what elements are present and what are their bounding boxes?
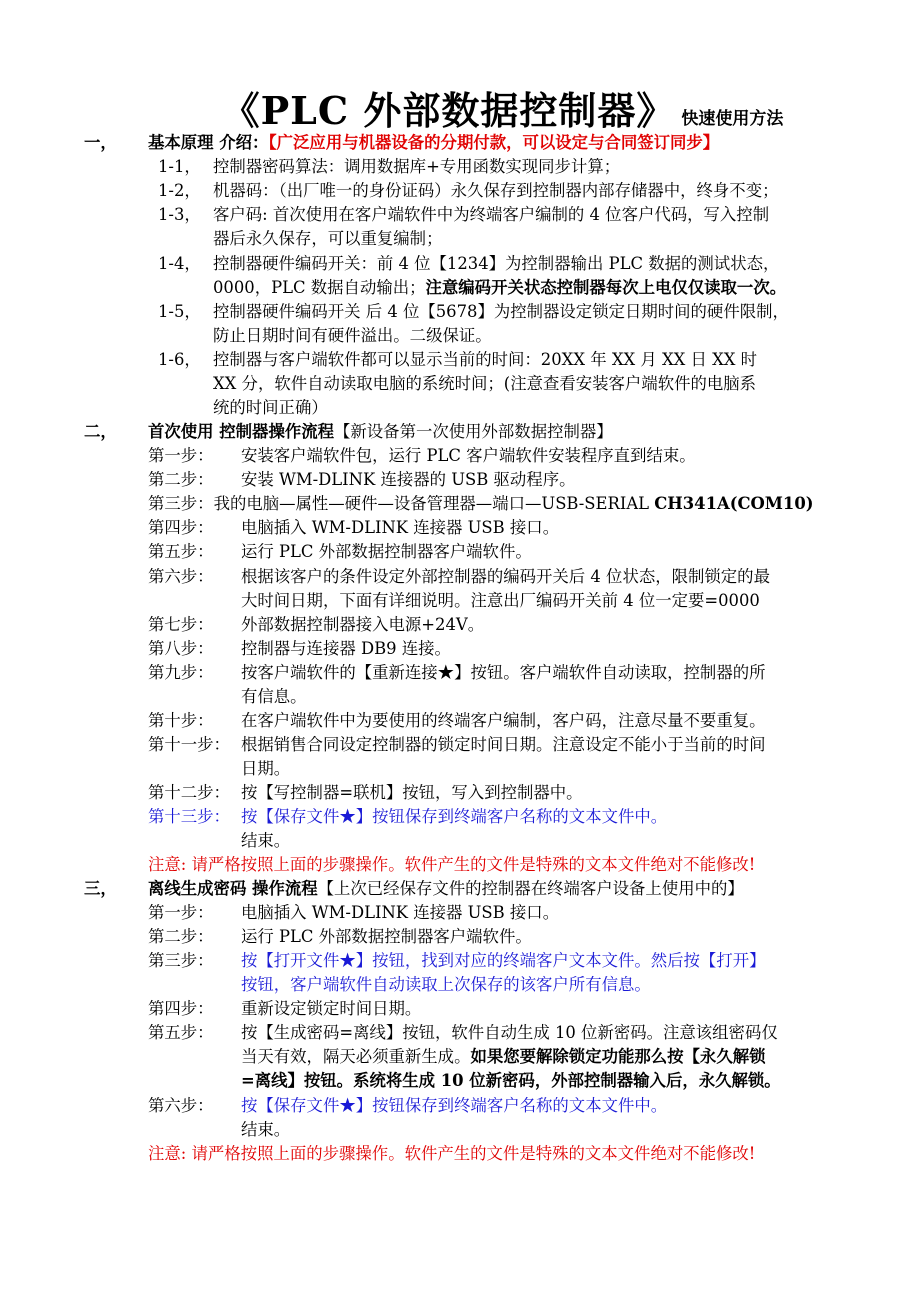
item-text: 客户码: 首次使用在客户端软件中为终端客户编制的 4 位客户代码，写入控制 [213,205,770,224]
step-label: 第九步： [148,663,214,682]
item-text-part: 0000，PLC 数据自动输出； [213,278,426,297]
section-3-heading-text: 离线生成密码 操作流程 [148,879,318,898]
step-text-emphasis: 如果您要解除锁定功能那么按【永久解锁 [470,1047,766,1066]
step-text: 根据该客户的条件设定外部控制器的编码开关后 4 位状态，限制锁定的最 [241,567,770,586]
step-text: 按【打开文件★】按钮，找到对应的终端客户文本文件。然后按【打开】 [241,951,766,970]
step-label: 第三步： [148,951,214,970]
section-2-heading-note: 【新设备第一次使用外部数据控制器】 [334,422,613,441]
step-label: 第七步： [148,615,214,634]
step-label: 第二步： [148,470,214,489]
section-3-heading-note: 【上次已经保存文件的控制器在终端客户设备上使用中的】 [317,879,744,898]
step-label: 第一步： [148,903,214,922]
step-text: 运行 PLC 外部数据控制器客户端软件。 [241,927,532,946]
item-text-cont: XX 分，软件自动读取电脑的系统时间；(注意查看安装客户端软件的电脑系 [213,374,757,393]
step-label: 第二步： [148,927,214,946]
step-text: 重新设定锁定时间日期。 [241,999,422,1018]
step-label: 第十步： [148,711,214,730]
step-text: 电脑插入 WM-DLINK 连接器 USB 接口。 [241,903,560,922]
step-label: 第五步： [148,1023,214,1042]
item-text-cont: 统的时间正确） [213,398,328,417]
step-text: 我的电脑—属性—硬件—设备管理器—端口—USB-SERIAL [213,494,655,513]
item-text: 控制器硬件编码开关 后 4 位【5678】为控制器设定锁定日期时间的硬件限制， [213,302,789,321]
step-text-cont: =离线】按钮。系统将生成 10 位新密码，外部控制器输入后，永久解锁。 [241,1071,781,1090]
item-text: 控制器与客户端软件都可以显示当前的时间：20XX 年 XX 月 XX 日 XX 时 [213,350,758,369]
step-label: 第三步： [148,494,214,513]
title-main: 《PLC 外部数据控制器》 [221,88,676,133]
document-title [0,80,920,135]
step-text: 外部数据控制器接入电源+24V。 [241,615,485,634]
item-text-cont [213,276,786,300]
step-label: 第六步： [148,1096,214,1115]
item-text-cont: 防止日期时间有硬件溢出。二级保证。 [213,326,492,345]
step-label: 第十一步： [148,735,230,754]
step-text: 运行 PLC 外部数据控制器客户端软件。 [241,542,532,561]
warning-note: 注意: 请严格按照上面的步骤操作。软件产生的文件是特殊的文本文件绝对不能修改! [148,855,756,874]
step-text: 安装客户端软件包，运行 PLC 客户端软件安装程序直到结束。 [241,446,696,465]
step-text-cont: 日期。 [241,759,291,778]
step-text: 按【保存文件★】按钮保存到终端客户名称的文本文件中。 [241,807,668,826]
step-text-cont: 结束。 [241,831,291,850]
section-2-heading-text: 首次使用 控制器操作流程 [148,422,335,441]
step-text-cont: 结束。 [241,1120,291,1139]
item-text: 控制器硬件编码开关：前 4 位【1234】为控制器输出 PLC 数据的测试状态， [213,254,780,273]
section-2-heading [148,420,613,444]
step-text-cont: 有信息。 [241,687,307,706]
step-text: 按客户端软件的【重新连接★】按钮。客户端软件自动读取，控制器的所 [241,663,766,682]
step-label: 第六步： [148,567,214,586]
step-text-part: 当天有效，隔天必须重新生成。 [241,1047,471,1066]
step-text-cont: 按钮，客户端软件自动读取上次保存的该客户所有信息。 [241,975,651,994]
step-label: 第四步： [148,999,214,1018]
step-label: 第十三步： [148,807,230,826]
item-text-emphasis: 注意编码开关状态控制器每次上电仅仅读取一次。 [425,278,787,297]
section-3-heading [148,877,744,901]
section-3-number: 三， [84,879,117,898]
step-row [148,492,814,516]
step-label: 第十二步： [148,783,230,802]
item-number: 1-4， [158,254,201,273]
step-text-cont [241,1045,766,1069]
step-text-emphasis: CH341A(COM10) [654,494,814,513]
item-number: 1-3， [158,205,201,224]
item-number: 1-5， [158,302,201,321]
item-number: 1-2， [158,181,201,200]
item-text: 控制器密码算法：调用数据库+专用函数实现同步计算； [213,157,621,176]
step-text: 安装 WM-DLINK 连接器的 USB 驱动程序。 [241,470,576,489]
step-text: 按【生成密码=离线】按钮，软件自动生成 10 位新密码。注意该组密码仅 [241,1023,778,1042]
step-text: 在客户端软件中为要使用的终端客户编制，客户码，注意尽量不要重复。 [241,711,766,730]
step-text: 电脑插入 WM-DLINK 连接器 USB 接口。 [241,518,560,537]
section-1-heading-highlight: 【广泛应用与机器设备的分期付款，可以设定与合同签订同步】 [268,133,720,152]
step-text: 按【保存文件★】按钮保存到终端客户名称的文本文件中。 [241,1096,668,1115]
item-text-cont: 器后永久保存，可以重复编制； [213,229,443,248]
step-label: 第一步： [148,446,214,465]
section-1-heading-text: 基本原理 介绍： [148,133,269,152]
step-text: 根据销售合同设定控制器的锁定时间日期。注意设定不能小于当前的时间 [241,735,766,754]
section-2-number: 二， [84,422,117,441]
step-text: 按【写控制器=联机】按钮，写入到控制器中。 [241,783,583,802]
step-label: 第四步： [148,518,214,537]
title-sub: 快速使用方法 [681,109,784,129]
warning-note: 注意: 请严格按照上面的步骤操作。软件产生的文件是特殊的文本文件绝对不能修改! [148,1144,756,1163]
step-label: 第八步： [148,639,214,658]
step-label: 第五步： [148,542,214,561]
item-number: 1-1， [158,157,201,176]
item-text: 机器码：（出厂唯一的身份证码）永久保存到控制器内部存储器中，终身不变； [213,181,779,200]
item-number: 1-6， [158,350,201,369]
section-1-heading [148,131,719,155]
step-text-cont: 大时间日期，下面有详细说明。注意出厂编码开关前 4 位一定要=0000 [241,591,760,610]
step-text: 控制器与连接器 DB9 连接。 [241,639,451,658]
section-1-number: 一， [84,133,117,152]
